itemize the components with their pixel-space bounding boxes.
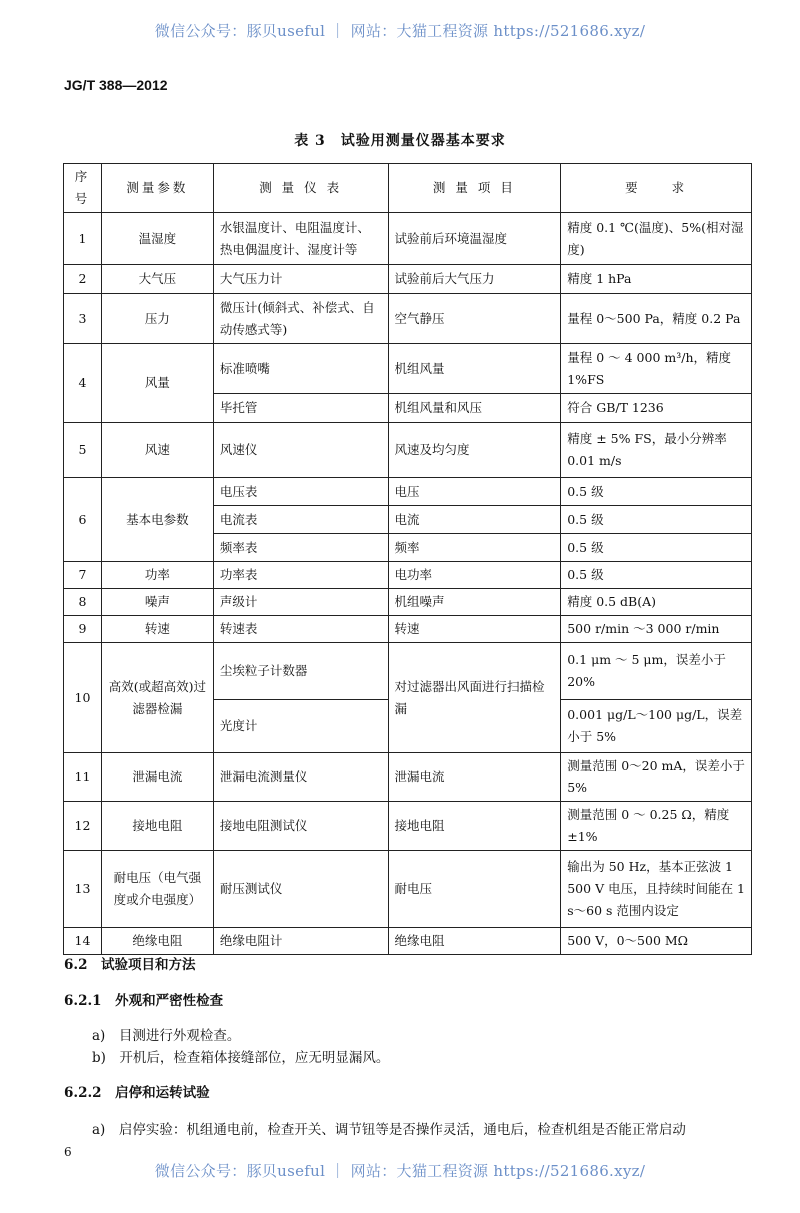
cell-requirement: 0.5 级 xyxy=(561,478,752,506)
table-row xyxy=(64,294,752,344)
cell-requirement: 0.5 级 xyxy=(561,506,752,534)
cell-instrument: 微压计(倾斜式、补偿式、自动传感式等) xyxy=(213,294,388,344)
table-row xyxy=(64,265,752,294)
cell-requirement: 0.5 级 xyxy=(561,562,752,589)
header-requirement: 要 求 xyxy=(561,164,752,213)
table-caption: 表 3 试验用测量仪器基本要求 xyxy=(294,133,506,149)
cell-param: 泄漏电流 xyxy=(101,753,213,802)
cell-no: 3 xyxy=(64,294,102,344)
cell-no: 14 xyxy=(64,928,102,955)
cell-requirement: 精度 0.5 dB(A) xyxy=(561,589,752,616)
cell-requirement: 符合 GB/T 1236 xyxy=(561,394,752,423)
cell-item: 机组噪声 xyxy=(388,589,561,616)
section-heading-6-2-2: 6.2.2 启停和运转试验 xyxy=(64,1085,210,1101)
cell-param: 风速 xyxy=(101,423,213,478)
standard-number: JG/T 388—2012 xyxy=(64,77,168,93)
cell-instrument: 绝缘电阻计 xyxy=(213,928,388,955)
table-row xyxy=(64,616,752,643)
cell-item: 耐电压 xyxy=(388,851,561,928)
list-item-a-start-stop: a) 启停实验：机组通电前，检查开关、调节钮等是否操作灵活，通电后，检查机组是否能正常启动 xyxy=(92,1122,686,1138)
cell-requirement: 500 r/min ～3 000 r/min xyxy=(561,616,752,643)
cell-instrument: 声级计 xyxy=(213,589,388,616)
cell-item: 风速及均匀度 xyxy=(388,423,561,478)
cell-item: 电压 xyxy=(388,478,561,506)
cell-instrument: 泄漏电流测量仪 xyxy=(213,753,388,802)
cell-no: 10 xyxy=(64,643,102,753)
table-row xyxy=(64,753,752,802)
cell-instrument: 尘埃粒子计数器 xyxy=(213,643,388,700)
cell-item: 电功率 xyxy=(388,562,561,589)
page-number: 6 xyxy=(64,1145,72,1159)
cell-param: 耐电压（电气强度或介电强度） xyxy=(101,851,213,928)
cell-item: 绝缘电阻 xyxy=(388,928,561,955)
cell-item: 接地电阻 xyxy=(388,802,561,851)
table-row xyxy=(64,643,752,700)
cell-requirement: 量程 0 ～ 4 000 m³/h，精度 1%FS xyxy=(561,344,752,394)
cell-no: 8 xyxy=(64,589,102,616)
cell-instrument: 标准喷嘴 xyxy=(213,344,388,394)
table-header-row xyxy=(64,164,752,213)
cell-no: 12 xyxy=(64,802,102,851)
cell-requirement: 量程 0～500 Pa，精度 0.2 Pa xyxy=(561,294,752,344)
table-row xyxy=(64,344,752,394)
header-instrument: 测 量 仪 表 xyxy=(213,164,388,213)
cell-param: 压力 xyxy=(101,294,213,344)
cell-requirement: 0.1 μm ～ 5 μm，误差小于 20% xyxy=(561,643,752,700)
header-no: 序号 xyxy=(64,164,102,213)
cell-no: 6 xyxy=(64,478,102,562)
cell-no: 9 xyxy=(64,616,102,643)
list-item-a: a) 目测进行外观检查。 xyxy=(92,1028,241,1044)
table-row xyxy=(64,562,752,589)
header-param: 测量参数 xyxy=(101,164,213,213)
table-row xyxy=(64,478,752,506)
cell-item: 转速 xyxy=(388,616,561,643)
cell-instrument: 耐压测试仪 xyxy=(213,851,388,928)
list-item-b: b) 开机后，检查箱体接缝部位，应无明显漏风。 xyxy=(92,1050,390,1066)
table-row xyxy=(64,423,752,478)
cell-item: 空气静压 xyxy=(388,294,561,344)
cell-param: 噪声 xyxy=(101,589,213,616)
cell-item: 机组风量 xyxy=(388,344,561,394)
cell-param: 温湿度 xyxy=(101,213,213,265)
cell-requirement: 0.5 级 xyxy=(561,534,752,562)
cell-no: 4 xyxy=(64,344,102,423)
cell-param: 高效(或超高效)过滤器检漏 xyxy=(101,643,213,753)
cell-param: 风量 xyxy=(101,344,213,423)
cell-requirement: 0.001 μg/L～100 μg/L，误差小于 5% xyxy=(561,700,752,753)
cell-requirement: 精度 1 hPa xyxy=(561,265,752,294)
cell-no: 7 xyxy=(64,562,102,589)
cell-item: 电流 xyxy=(388,506,561,534)
cell-param: 绝缘电阻 xyxy=(101,928,213,955)
cell-requirement: 输出为 50 Hz，基本正弦波 1 500 V 电压，且持续时间能在 1 s～60 s 范围内设定 xyxy=(561,851,752,928)
cell-param: 大气压 xyxy=(101,265,213,294)
table-row xyxy=(64,589,752,616)
cell-instrument: 光度计 xyxy=(213,700,388,753)
cell-param: 功率 xyxy=(101,562,213,589)
cell-instrument: 接地电阻测试仪 xyxy=(213,802,388,851)
cell-item: 机组风量和风压 xyxy=(388,394,561,423)
cell-requirement: 精度 0.1 ℃(温度)、5%(相对湿度) xyxy=(561,213,752,265)
cell-instrument: 大气压力计 xyxy=(213,265,388,294)
header-item: 测 量 项 目 xyxy=(388,164,561,213)
table-row xyxy=(64,851,752,928)
cell-instrument: 毕托管 xyxy=(213,394,388,423)
section-heading-6-2: 6.2 试验项目和方法 xyxy=(64,957,196,973)
cell-instrument: 功率表 xyxy=(213,562,388,589)
cell-param: 转速 xyxy=(101,616,213,643)
cell-item: 试验前后大气压力 xyxy=(388,265,561,294)
cell-no: 5 xyxy=(64,423,102,478)
cell-requirement: 500 V，0～500 MΩ xyxy=(561,928,752,955)
cell-no: 1 xyxy=(64,213,102,265)
cell-requirement: 精度 ± 5% FS，最小分辨率 0.01 m/s xyxy=(561,423,752,478)
measuring-instruments-table xyxy=(63,163,752,955)
cell-item: 频率 xyxy=(388,534,561,562)
cell-instrument: 转速表 xyxy=(213,616,388,643)
cell-instrument: 电流表 xyxy=(213,506,388,534)
cell-requirement: 测量范围 0 ～ 0.25 Ω，精度 ±1% xyxy=(561,802,752,851)
cell-instrument: 水银温度计、电阻温度计、热电偶温度计、湿度计等 xyxy=(213,213,388,265)
cell-instrument: 电压表 xyxy=(213,478,388,506)
cell-instrument: 频率表 xyxy=(213,534,388,562)
cell-item: 泄漏电流 xyxy=(388,753,561,802)
cell-item: 试验前后环境温湿度 xyxy=(388,213,561,265)
cell-item: 对过滤器出风面进行扫描检漏 xyxy=(388,643,561,753)
cell-param: 接地电阻 xyxy=(101,802,213,851)
cell-no: 11 xyxy=(64,753,102,802)
watermark-top: 微信公众号：豚贝useful ｜ 网站：大猫工程资源 https://521686.xyz/ xyxy=(154,22,646,40)
cell-no: 2 xyxy=(64,265,102,294)
watermark-bottom: 微信公众号：豚贝useful ｜ 网站：大猫工程资源 https://521686.xyz/ xyxy=(154,1162,646,1180)
cell-requirement: 测量范围 0～20 mA，误差小于 5% xyxy=(561,753,752,802)
table-row xyxy=(64,802,752,851)
section-heading-6-2-1: 6.2.1 外观和严密性检查 xyxy=(64,993,224,1009)
cell-instrument: 风速仪 xyxy=(213,423,388,478)
cell-param: 基本电参数 xyxy=(101,478,213,562)
cell-no: 13 xyxy=(64,851,102,928)
table-row xyxy=(64,928,752,955)
table-row xyxy=(64,213,752,265)
